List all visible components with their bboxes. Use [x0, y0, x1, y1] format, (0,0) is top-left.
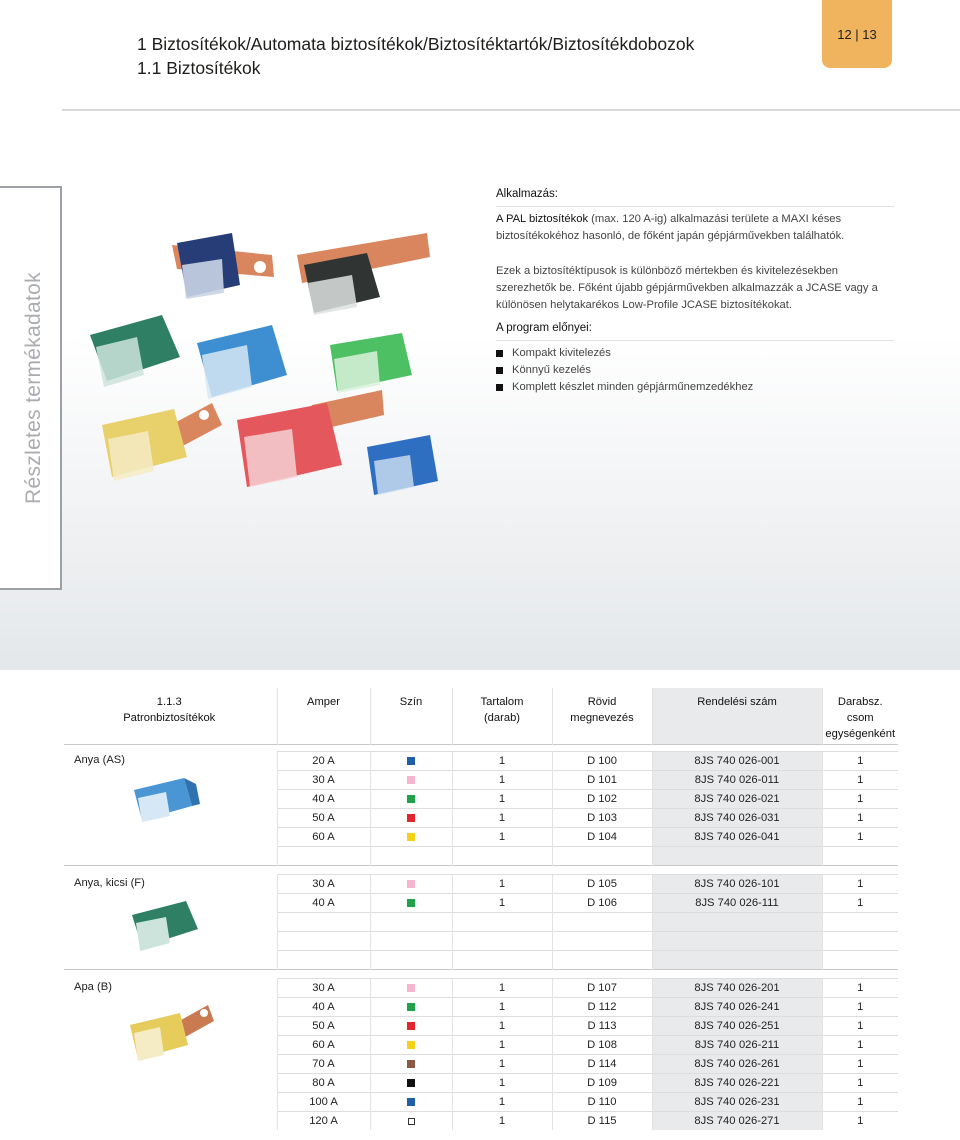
product-cell: [64, 979, 277, 1131]
filler-cell: [822, 951, 898, 970]
filler-cell: [370, 913, 452, 932]
content-cell: 1: [452, 1036, 552, 1055]
group-separator: [64, 745, 898, 752]
filler-cell: [552, 847, 652, 866]
fuse-image-blue-small: [367, 435, 438, 495]
amper-cell: 60 A: [277, 828, 370, 847]
amper-cell: 100 A: [277, 1093, 370, 1112]
color-swatch: [407, 1003, 415, 1011]
advantage-text: Kompakt kivitelezés: [512, 347, 611, 359]
advantage-text: Komplett készlet minden gépjárműnemzedékhez: [512, 381, 754, 393]
filler-cell: [652, 847, 822, 866]
filler-cell: [552, 951, 652, 970]
filler-cell: [552, 913, 652, 932]
header-short-name: [552, 688, 652, 745]
filler-cell: [452, 932, 552, 951]
product-image: [126, 895, 267, 958]
content-cell: 1: [452, 998, 552, 1017]
fuse-image-yellow: [102, 403, 222, 481]
header-content-line-1: Tartalom: [480, 696, 524, 708]
header-short-line-1: Rövid: [587, 696, 617, 708]
pal-text: (max. 120 A-ig) alkalmazási területe a MAXI késes biztosítékokéhoz hasonló, de főként japán gépjárművekben találhatók.: [496, 213, 845, 242]
bullet-square-icon: [496, 384, 503, 391]
filler-cell: [822, 932, 898, 951]
table-row: [64, 979, 898, 998]
short-name-cell: D 106: [552, 894, 652, 913]
filler-cell: [370, 932, 452, 951]
product-image: [126, 999, 267, 1066]
fuse-image-light-green: [330, 333, 412, 393]
fuse-product-photo: [82, 225, 482, 545]
header-content-line-2: (darab): [483, 712, 521, 724]
quantity-cell: 1: [822, 828, 898, 847]
quantity-cell: 1: [822, 979, 898, 998]
short-name-cell: D 109: [552, 1074, 652, 1093]
filler-cell: [822, 847, 898, 866]
quantity-cell: 1: [822, 1017, 898, 1036]
quantity-cell: 1: [822, 809, 898, 828]
content-cell: 1: [452, 875, 552, 894]
filler-cell: [452, 913, 552, 932]
content-cell: 1: [452, 809, 552, 828]
variants-description: Ezek a biztosítéktípusok is különböző mértekben és kivitelezésekben szerezhetők be. Főként újabb gépjárművekben alkalmazzák a JCASE vagy a különösen helytakarékos Low-Profile JCASE biztosítékokat.: [496, 265, 878, 311]
quantity-cell: 1: [822, 875, 898, 894]
short-name-cell: D 108: [552, 1036, 652, 1055]
fuse-blue-icon: [126, 772, 206, 824]
amper-cell: 40 A: [277, 894, 370, 913]
header-order-number: Rendelési szám: [652, 688, 822, 745]
order-number-cell: 8JS 740 026-001: [652, 752, 822, 771]
content-cell: 1: [452, 771, 552, 790]
section-number: 1.1.3: [156, 696, 182, 708]
quantity-cell: 1: [822, 1036, 898, 1055]
short-name-cell: D 105: [552, 875, 652, 894]
table-header-row: [64, 688, 898, 745]
content-cell: 1: [452, 894, 552, 913]
amper-cell: 50 A: [277, 809, 370, 828]
content-cell: 1: [452, 1093, 552, 1112]
fuse-image-black-large: [297, 233, 430, 315]
header-qty-line-1: Darabsz.: [837, 696, 883, 708]
color-cell: [370, 809, 452, 828]
quantity-cell: 1: [822, 998, 898, 1017]
product-name: Anya, kicsi (F): [74, 876, 145, 889]
order-number-cell: 8JS 740 026-031: [652, 809, 822, 828]
content-cell: 1: [452, 1055, 552, 1074]
product-image: [126, 772, 267, 827]
header-divider: [62, 109, 960, 111]
quantity-cell: 1: [822, 771, 898, 790]
header-amper: Amper: [277, 688, 370, 745]
color-cell: [370, 1112, 452, 1131]
filler-cell: [370, 951, 452, 970]
amper-cell: 80 A: [277, 1074, 370, 1093]
short-name-cell: D 104: [552, 828, 652, 847]
order-number-cell: 8JS 740 026-231: [652, 1093, 822, 1112]
color-cell: [370, 1074, 452, 1093]
color-swatch: [407, 984, 415, 992]
color-cell: [370, 790, 452, 809]
bullet-square-icon: [496, 367, 503, 374]
color-cell: [370, 979, 452, 998]
color-cell: [370, 1055, 452, 1074]
page-numbers: 12 | 13: [837, 26, 877, 42]
application-heading: Alkalmazás:: [496, 188, 558, 200]
short-name-cell: D 113: [552, 1017, 652, 1036]
order-number-cell: 8JS 740 026-041: [652, 828, 822, 847]
color-cell: [370, 875, 452, 894]
color-swatch: [407, 880, 415, 888]
fuse-image-green-dark: [90, 315, 180, 387]
fuse-yellow-icon: [126, 999, 216, 1063]
product-name: Apa (B): [74, 980, 112, 993]
color-swatch: [407, 1041, 415, 1049]
product-cell: [64, 875, 277, 970]
content-cell: 1: [452, 790, 552, 809]
short-name-cell: D 112: [552, 998, 652, 1017]
filler-cell: [652, 951, 822, 970]
pal-bold: A PAL biztosítékok: [496, 213, 589, 225]
group-gap: [64, 866, 898, 875]
short-name-cell: D 107: [552, 979, 652, 998]
header-content: [452, 688, 552, 745]
color-cell: [370, 894, 452, 913]
amper-cell: 120 A: [277, 1112, 370, 1131]
advantages-list: [496, 345, 894, 396]
short-name-cell: D 100: [552, 752, 652, 771]
color-swatch: [407, 757, 415, 765]
color-swatch: [407, 795, 415, 803]
quantity-cell: 1: [822, 790, 898, 809]
header-color: Szín: [370, 688, 452, 745]
filler-cell: [277, 913, 370, 932]
short-name-cell: D 114: [552, 1055, 652, 1074]
short-name-cell: D 103: [552, 809, 652, 828]
section-name: Patronbiztosítékok: [123, 712, 216, 724]
product-table: [64, 688, 898, 1130]
content-cell: 1: [452, 828, 552, 847]
short-name-cell: D 110: [552, 1093, 652, 1112]
page-number-tab: [822, 0, 892, 68]
quantity-cell: 1: [822, 1074, 898, 1093]
color-swatch: [407, 1079, 415, 1087]
order-number-cell: 8JS 740 026-261: [652, 1055, 822, 1074]
color-swatch: [408, 1118, 415, 1125]
color-swatch: [407, 833, 415, 841]
amper-cell: 40 A: [277, 998, 370, 1017]
divider: [496, 340, 894, 341]
filler-cell: [552, 932, 652, 951]
title-line-2: 1.1 Biztosítékok: [137, 58, 261, 78]
amper-cell: 30 A: [277, 771, 370, 790]
color-cell: [370, 771, 452, 790]
short-name-cell: D 102: [552, 790, 652, 809]
group-separator: [64, 970, 898, 979]
amper-cell: 60 A: [277, 1036, 370, 1055]
fuse-image-red: [237, 390, 384, 487]
amper-cell: 30 A: [277, 979, 370, 998]
order-number-cell: 8JS 740 026-101: [652, 875, 822, 894]
order-number-cell: 8JS 740 026-271: [652, 1112, 822, 1131]
group-gap: [64, 745, 898, 752]
color-cell: [370, 1093, 452, 1112]
divider: [496, 206, 894, 207]
order-number-cell: 8JS 740 026-021: [652, 790, 822, 809]
color-cell: [370, 828, 452, 847]
color-swatch: [407, 814, 415, 822]
filler-cell: [452, 951, 552, 970]
header-section: [64, 688, 277, 745]
filler-cell: [652, 932, 822, 951]
quantity-cell: 1: [822, 1055, 898, 1074]
color-swatch: [407, 899, 415, 907]
fuse-image-light-blue: [197, 325, 287, 399]
color-cell: [370, 1036, 452, 1055]
header-short-line-2: megnevezés: [570, 712, 634, 724]
advantage-item: [496, 345, 894, 362]
header-qty-line-3: egységenként: [825, 728, 896, 740]
quantity-cell: 1: [822, 1112, 898, 1131]
amper-cell: 30 A: [277, 875, 370, 894]
filler-cell: [277, 932, 370, 951]
content-cell: 1: [452, 979, 552, 998]
product-cell: [64, 752, 277, 866]
content-cell: 1: [452, 1074, 552, 1093]
short-name-cell: D 115: [552, 1112, 652, 1131]
order-number-cell: 8JS 740 026-211: [652, 1036, 822, 1055]
table-body: [64, 745, 898, 1131]
title-line-1: 1 Biztosítékok/Automata biztosítékok/Biztosítéktartók/Biztosítékdobozok: [137, 34, 695, 54]
amper-cell: 20 A: [277, 752, 370, 771]
amper-cell: 40 A: [277, 790, 370, 809]
pal-description: [496, 211, 894, 245]
quantity-cell: 1: [822, 752, 898, 771]
order-number-cell: 8JS 740 026-221: [652, 1074, 822, 1093]
amper-cell: 70 A: [277, 1055, 370, 1074]
fuse-image-blue-large: [172, 233, 274, 299]
advantages-heading: A program előnyei:: [496, 322, 592, 334]
advantage-item: [496, 362, 894, 379]
product-name: Anya (AS): [74, 753, 125, 766]
content-cell: 1: [452, 752, 552, 771]
color-swatch: [407, 1098, 415, 1106]
color-swatch: [407, 1022, 415, 1030]
quantity-cell: 1: [822, 1093, 898, 1112]
page-title: [137, 32, 694, 80]
order-number-cell: 8JS 740 026-201: [652, 979, 822, 998]
color-swatch: [407, 1060, 415, 1068]
order-number-cell: 8JS 740 026-011: [652, 771, 822, 790]
filler-cell: [652, 913, 822, 932]
table-row: [64, 875, 898, 894]
quantity-cell: 1: [822, 894, 898, 913]
short-name-cell: D 101: [552, 771, 652, 790]
filler-cell: [822, 913, 898, 932]
order-number-cell: 8JS 740 026-251: [652, 1017, 822, 1036]
filler-cell: [452, 847, 552, 866]
color-swatch: [407, 776, 415, 784]
info-text: [496, 186, 894, 396]
color-cell: [370, 752, 452, 771]
sidebar-label: Részletes termékadatok: [22, 272, 45, 504]
filler-cell: [370, 847, 452, 866]
order-number-cell: 8JS 740 026-111: [652, 894, 822, 913]
color-cell: [370, 998, 452, 1017]
order-number-cell: 8JS 740 026-241: [652, 998, 822, 1017]
header-quantity: [822, 688, 898, 745]
filler-cell: [277, 847, 370, 866]
content-cell: 1: [452, 1017, 552, 1036]
color-cell: [370, 1017, 452, 1036]
table-row: [64, 752, 898, 771]
fuse-green-icon: [126, 895, 206, 955]
advantage-item: [496, 379, 894, 396]
content-cell: 1: [452, 1112, 552, 1131]
advantage-text: Könnyű kezelés: [512, 364, 591, 376]
amper-cell: 50 A: [277, 1017, 370, 1036]
bullet-square-icon: [496, 350, 503, 357]
group-gap: [64, 970, 898, 979]
group-separator: [64, 866, 898, 875]
header-qty-line-2: csom: [846, 712, 874, 724]
filler-cell: [277, 951, 370, 970]
